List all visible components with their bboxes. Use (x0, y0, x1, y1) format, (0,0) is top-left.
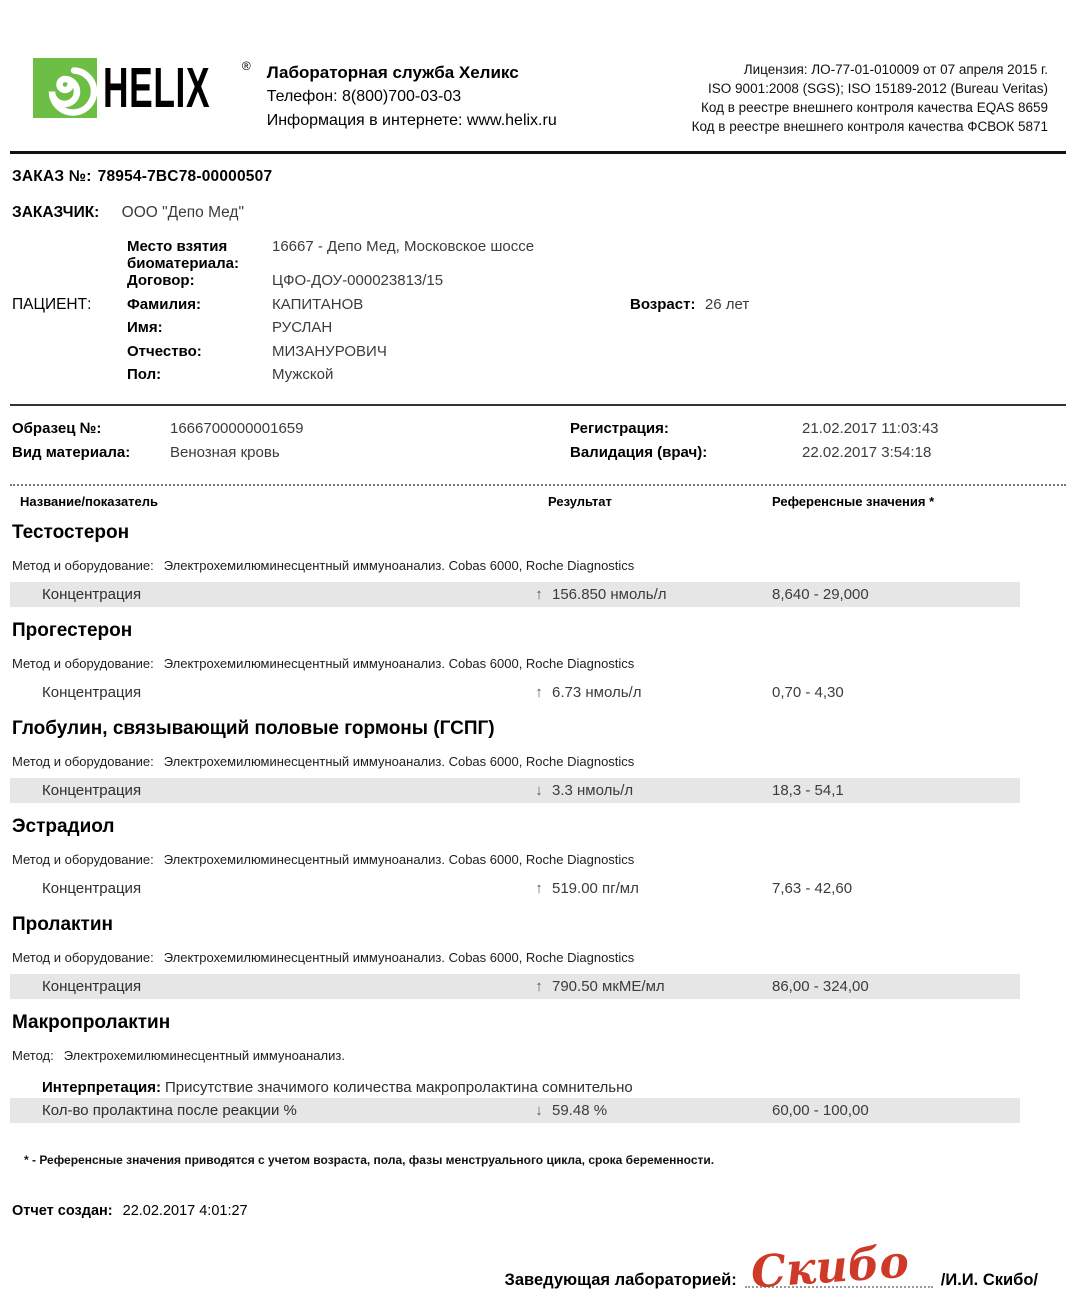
method-label: Метод: (12, 1047, 54, 1063)
method-line (12, 852, 1066, 867)
signer-name: /И.И. Скибо/ (940, 1270, 1038, 1289)
patient-section (12, 238, 1066, 390)
table-row (10, 680, 1020, 705)
row-result (520, 978, 750, 995)
patient-row (12, 319, 1066, 343)
row-result (520, 880, 750, 897)
method-value: Электрохемилюминесцентный иммуноанализ. (63, 1047, 345, 1063)
arrow-up-icon: ↑ (535, 683, 543, 701)
reference-range: 18,3 - 54,1 (772, 781, 844, 799)
customer-line (12, 204, 1066, 222)
customer-value: ООО "Депо Мед" (121, 204, 244, 221)
reference-range: 7,63 - 42,60 (772, 879, 853, 897)
field-label: Место взятия биоматериала: (127, 238, 239, 272)
patient-section-label: ПАЦИЕНТ: (12, 295, 92, 313)
section-divider (10, 404, 1066, 406)
validation-value: 22.02.2017 3:54:18 (802, 443, 932, 461)
field-value: КАПИТАНОВ (272, 295, 364, 313)
test-title: Макропролактин (12, 1011, 171, 1033)
header-name: Название/показатель (20, 493, 159, 509)
patient-row (12, 343, 1066, 367)
report-created-line (12, 1203, 1066, 1219)
table-row (10, 1098, 1020, 1123)
field-label: Договор: (127, 272, 195, 289)
license-line: Лицензия: ЛО-77-01-010009 от 07 апреля 2015 г. (743, 62, 1048, 77)
row-result (520, 684, 750, 701)
test-block-testosterone (10, 521, 1066, 607)
reference-footnote: * - Референсные значения приводятся с учетом возраста, пола, фазы менструального цикла, срока беременности. (24, 1152, 715, 1167)
result-value: 59.48 % (552, 1101, 608, 1119)
method-line (12, 558, 1066, 573)
table-row (10, 876, 1020, 901)
test-title: Эстрадиол (12, 815, 115, 837)
helix-logo (33, 58, 97, 118)
test-block-progesterone (10, 619, 1066, 705)
row-name: Концентрация (42, 683, 142, 701)
method-line (12, 1048, 1066, 1063)
interpretation-text: Присутствие значимого количества макропролактина сомнительно (164, 1078, 633, 1096)
field-label: Пол: (127, 366, 162, 383)
test-title: Пролактин (12, 913, 114, 935)
report-header (10, 0, 1066, 136)
reference-range: 60,00 - 100,00 (772, 1101, 869, 1119)
test-block-prolactin (10, 913, 1066, 999)
method-value: Электрохемилюминесцентный иммуноанализ. Cobas 6000, Roche Diagnostics (163, 851, 635, 867)
method-value: Электрохемилюминесцентный иммуноанализ. Cobas 6000, Roche Diagnostics (163, 753, 635, 769)
patient-row (12, 238, 1066, 272)
arrow-down-icon: ↓ (535, 781, 543, 799)
table-row (10, 582, 1020, 607)
order-number-line (12, 168, 1066, 186)
result-value: 519.00 пг/мл (552, 879, 639, 897)
method-label: Метод и оборудование: (12, 949, 154, 965)
interpretation-line (42, 1079, 1066, 1096)
result-value: 3.3 нмоль/л (552, 781, 634, 799)
row-name: Концентрация (42, 585, 142, 603)
patient-row (12, 296, 1066, 320)
report-created-value: 22.02.2017 4:01:27 (122, 1202, 248, 1219)
test-block-shbg (10, 717, 1066, 803)
patient-row (12, 272, 1066, 296)
method-value: Электрохемилюминесцентный иммуноанализ. Cobas 6000, Roche Diagnostics (163, 557, 635, 573)
header-reference: Референсные значения * (772, 493, 935, 509)
method-line (12, 950, 1066, 965)
patient-age (630, 296, 1066, 314)
age-label: Возраст: (630, 295, 696, 313)
method-line (12, 754, 1066, 769)
test-title: Тестостерон (12, 521, 130, 543)
test-title: Глобулин, связывающий половые гормоны (ГСПГ) (12, 717, 495, 739)
result-value: 156.850 нмоль/л (552, 585, 667, 603)
field-label: Имя: (127, 319, 163, 336)
signature-block (10, 1236, 1038, 1298)
arrow-up-icon: ↑ (535, 879, 543, 897)
customer-label: ЗАКАЗЧИК: (12, 204, 100, 221)
sample-number-value: 1666700000001659 (170, 419, 304, 437)
license-line: Код в реестре внешнего контроля качества ФСВОК 5871 (691, 119, 1048, 134)
age-value: 26 лет (704, 295, 750, 313)
arrow-up-icon: ↑ (535, 977, 543, 995)
reference-range: 0,70 - 4,30 (772, 683, 844, 701)
reference-range: 8,640 - 29,000 (772, 585, 869, 603)
registration-label: Регистрация: (570, 419, 669, 437)
row-name: Концентрация (42, 781, 142, 799)
handwritten-signature: Скибо (749, 1236, 911, 1298)
helix-swirl-icon (33, 56, 97, 121)
company-info (267, 58, 557, 133)
material-label: Вид материала: (12, 443, 131, 461)
patient-row (12, 366, 1066, 390)
results-table-header (10, 494, 1066, 509)
method-line (12, 656, 1066, 671)
license-line: Код в реестре внешнего контроля качества EQAS 8659 (701, 100, 1048, 115)
row-result (520, 586, 750, 603)
field-value: 16667 - Депо Мед, Московское шоссе (272, 238, 535, 255)
license-line: ISO 9001:2008 (SGS); ISO 15189-2012 (Bureau Veritas) (708, 81, 1048, 96)
registered-mark: ® (241, 59, 251, 73)
report-created-label: Отчет создан: (12, 1202, 113, 1219)
row-name: Концентрация (42, 879, 142, 897)
sample-row (12, 420, 1066, 444)
method-label: Метод и оборудование: (12, 655, 154, 671)
row-name: Концентрация (42, 977, 142, 995)
sample-number-label: Образец №: (12, 419, 102, 437)
helix-brand (33, 58, 557, 133)
result-value: 6.73 нмоль/л (552, 683, 642, 701)
test-block-macroprolactin (10, 1011, 1066, 1123)
sample-row (12, 444, 1066, 468)
result-value: 790.50 мкМЕ/мл (552, 977, 665, 995)
company-website: Информация в интернете: www.helix.ru (266, 112, 557, 129)
method-label: Метод и оборудование: (12, 753, 154, 769)
company-name: Лабораторная служба Хеликс (266, 63, 519, 82)
test-block-estradiol (10, 815, 1066, 901)
order-label: ЗАКАЗ №: (12, 168, 92, 185)
arrow-down-icon: ↓ (535, 1101, 543, 1119)
table-row (10, 974, 1020, 999)
field-value: РУСЛАН (272, 319, 333, 336)
company-phone: Телефон: 8(800)700-03-03 (266, 88, 462, 105)
row-name: Кол-во пролактина после реакции % (42, 1101, 297, 1119)
header-result: Результат (548, 493, 612, 509)
table-row (10, 778, 1020, 803)
interpretation-label: Интерпретация: (42, 1078, 161, 1096)
header-divider (10, 151, 1066, 154)
order-number: 78954-7BC78-00000507 (97, 168, 273, 185)
test-title: Прогестерон (12, 619, 133, 641)
field-value: ЦФО-ДОУ-000023813/15 (272, 272, 444, 289)
row-result (520, 782, 750, 799)
method-label: Метод и оборудование: (12, 851, 154, 867)
material-value: Венозная кровь (170, 443, 280, 461)
field-value: Мужской (272, 366, 334, 383)
brand-wordmark: HELIX (103, 56, 211, 120)
method-value: Электрохемилюминесцентный иммуноанализ. Cobas 6000, Roche Diagnostics (163, 949, 635, 965)
arrow-up-icon: ↑ (535, 585, 543, 603)
signature-line (745, 1236, 933, 1298)
row-result (520, 1102, 750, 1119)
registration-value: 21.02.2017 11:03:43 (802, 419, 939, 437)
method-label: Метод и оборудование: (12, 557, 154, 573)
field-value: МИЗАНУРОВИЧ (272, 342, 387, 360)
validation-label: Валидация (врач): (570, 443, 708, 461)
field-label: Фамилия: (127, 295, 201, 313)
method-value: Электрохемилюминесцентный иммуноанализ. Cobas 6000, Roche Diagnostics (163, 655, 635, 671)
license-block (692, 58, 1048, 136)
dotted-divider (10, 484, 1066, 486)
field-label: Отчество: (127, 342, 202, 360)
signature-label: Заведующая лабораторией: (504, 1270, 737, 1289)
sample-section (12, 420, 1066, 468)
reference-range: 86,00 - 324,00 (772, 977, 869, 995)
